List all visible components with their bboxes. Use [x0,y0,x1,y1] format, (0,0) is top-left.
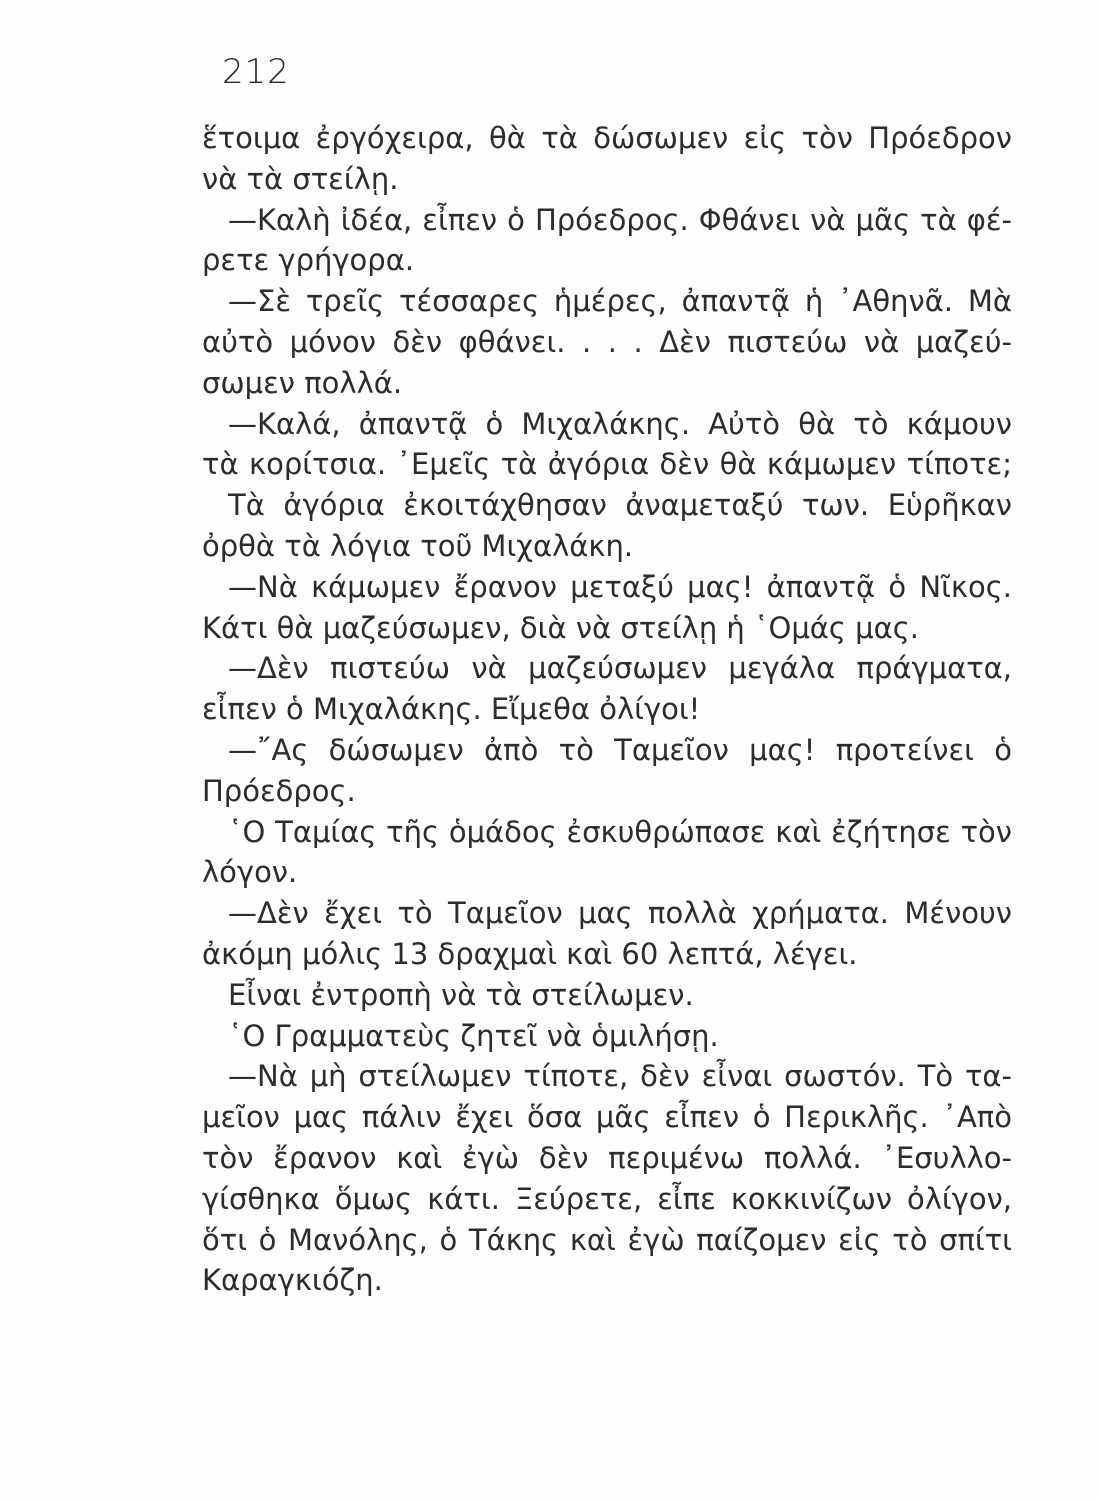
text-line: ῾Ο Ταμίας τῆς ὁμάδος ἐσκυθρώπασε καὶ ἐζήτησε τὸν [228,814,1012,849]
text-line: —Καλὴ ἰδέα, εἶπεν ὁ Πρόεδρος. Φθάνει νὰ μᾶς τὰ φέ- [228,202,1012,237]
text-line: σωμεν πολλά. [202,365,403,400]
text-line: λόγον. [202,855,298,890]
text-line: Τὰ ἀγόρια ἐκοιτάχθησαν ἀναμεταξύ των. Εὑρῆκαν [228,488,1012,523]
text-line: ὀρθὰ τὰ λόγια τοῦ Μιχαλάκη. [202,528,634,563]
text-line: μεῖον μας πάλιν ἔχει ὅσα μᾶς εἶπεν ὁ Περικλῆς. ᾿Απὸ [202,1100,1012,1135]
text-line: τὸν ἔρανον καὶ ἐγὼ δὲν περιμένω πολλά. ᾿Εσυλλο- [202,1140,1012,1175]
text-line: ῾Ο Γραμματεὺς ζητεῖ νὰ ὁμιλήσῃ. [228,1018,719,1053]
text-line: εἶπεν ὁ Μιχαλάκης. Εἴμεθα ὀλίγοι! [202,692,701,727]
text-line: Κάτι θὰ μαζεύσωμεν, διὰ νὰ στείλῃ ἡ ῾Ομάς μας. [202,610,919,645]
text-line: —Καλά, ἀπαντᾷ ὁ Μιχαλάκης. Αὐτὸ θὰ τὸ κάμουν [228,406,1012,441]
text-line: —Δὲν ἔχει τὸ Ταμεῖον μας πολλὰ χρήματα. Μένουν [228,896,1012,931]
text-line: —Νὰ κάμωμεν ἔρανον μεταξύ μας! ἀπαντᾷ ὁ Νῖκος. [228,569,1012,604]
text-line: νὰ τὰ στείλῃ. [202,161,399,196]
text-line: ἀκόμη μόλις 13 δραχμαὶ καὶ 60 λεπτά, λέγει. [202,936,858,971]
text-line: —Νὰ μὴ στείλωμεν τίποτε, δὲν εἶναι σωστόν. Τὸ τα- [228,1059,1012,1094]
text-line: —Σὲ τρεῖς τέσσαρες ἡμέρες, ἀπαντᾷ ἡ ᾿Αθηνᾶ. Μὰ [228,284,1012,319]
text-line: αὐτὸ μόνον δὲν φθάνει. . . . Δὲν πιστεύω νὰ μαζεύ- [202,324,1012,359]
page-number: 212 [222,52,290,92]
text-line: ἕτοιμα ἐργόχειρα, θὰ τὰ δώσωμεν εἰς τὸν Πρόεδρον [202,121,1012,155]
text-line: Πρόεδρος. [202,773,356,808]
text-line: γίσθηκα ὅμως κάτι. Ξεύρετε, εἶπε κοκκινίζων ὀλίγον, [202,1181,1012,1216]
body-text [202,118,1012,1301]
text-line: ὅτι ὁ Μανόλης, ὁ Τάκης καὶ ἐγὼ παίζομεν εἰς τὸ σπίτι [202,1222,1012,1257]
text-line: —Δὲν πιστεύω νὰ μαζεύσωμεν μεγάλα πράγματα, [228,651,1012,686]
text-line: Εἶναι ἐντροπὴ νὰ τὰ στείλωμεν. [228,977,694,1012]
text-line: τὰ κορίτσια. ᾿Εμεῖς τὰ ἀγόρια δὲν θὰ κάμωμεν τίποτε; [202,447,1012,482]
text-line: ρετε γρήγορα. [202,243,415,278]
text-line: Καραγκιόζη. [202,1263,383,1298]
text-line: —῎Ας δώσωμεν ἀπὸ τὸ Ταμεῖον μας! προτείνει ὁ [228,732,1012,767]
